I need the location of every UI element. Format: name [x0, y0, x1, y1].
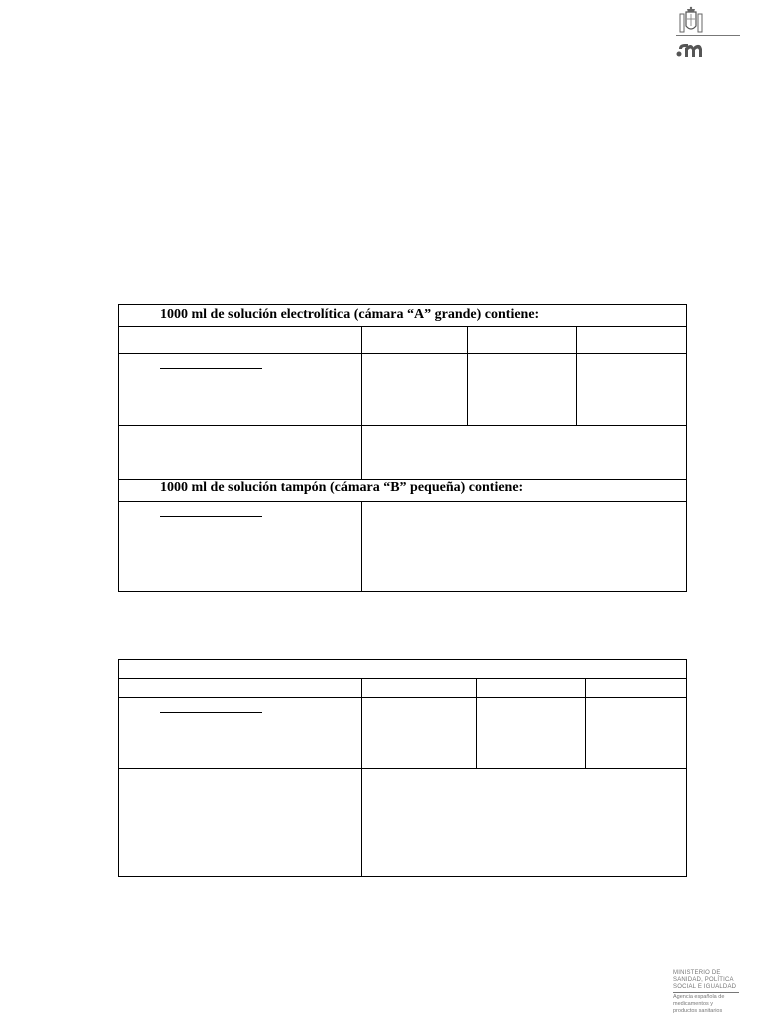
redacted-underline [160, 368, 262, 369]
table2-row-divider [119, 697, 686, 698]
agency-name-line: Agencia española de [673, 994, 725, 1000]
table2-column-divider [476, 678, 477, 768]
coat-of-arms-icon [676, 6, 706, 36]
table1-column-divider [467, 326, 468, 425]
footer-rule [673, 992, 739, 993]
table2-row-divider [119, 768, 686, 769]
redacted-underline [160, 516, 262, 517]
ministry-name-line: SOCIAL E IGUALDAD [673, 984, 737, 990]
aemps-logo-icon [676, 40, 704, 58]
ministry-name-line: SANIDAD, POLÍTICA [673, 977, 734, 983]
table2-column-divider [585, 678, 586, 768]
ministry-footer [673, 970, 743, 1015]
agency-name-line: medicamentos y [673, 1001, 714, 1007]
ministry-name-line: MINISTERIO DE [673, 970, 721, 976]
table1-column-divider [361, 501, 362, 591]
table1-row-divider [119, 326, 686, 327]
table1-row-divider [119, 501, 686, 502]
table1-row-divider [119, 425, 686, 426]
table1-column-divider [361, 326, 362, 479]
table1-row-divider [119, 353, 686, 354]
second-composition-table [118, 659, 687, 877]
agency-name-line: productos sanitarios [673, 1008, 723, 1014]
buffer-table-caption: 1000 ml de solución tampón (cámara “B” pequeña) contiene: [160, 480, 524, 495]
table2-row-divider [119, 678, 686, 679]
electrolyte-composition-table [118, 304, 687, 592]
table1-column-divider [576, 326, 577, 425]
redacted-underline [160, 712, 262, 713]
table2-column-divider [361, 678, 362, 876]
header-rule [676, 35, 740, 36]
electrolyte-table-caption: 1000 ml de solución electrolítica (cámara “A” grande) contiene: [160, 307, 540, 322]
